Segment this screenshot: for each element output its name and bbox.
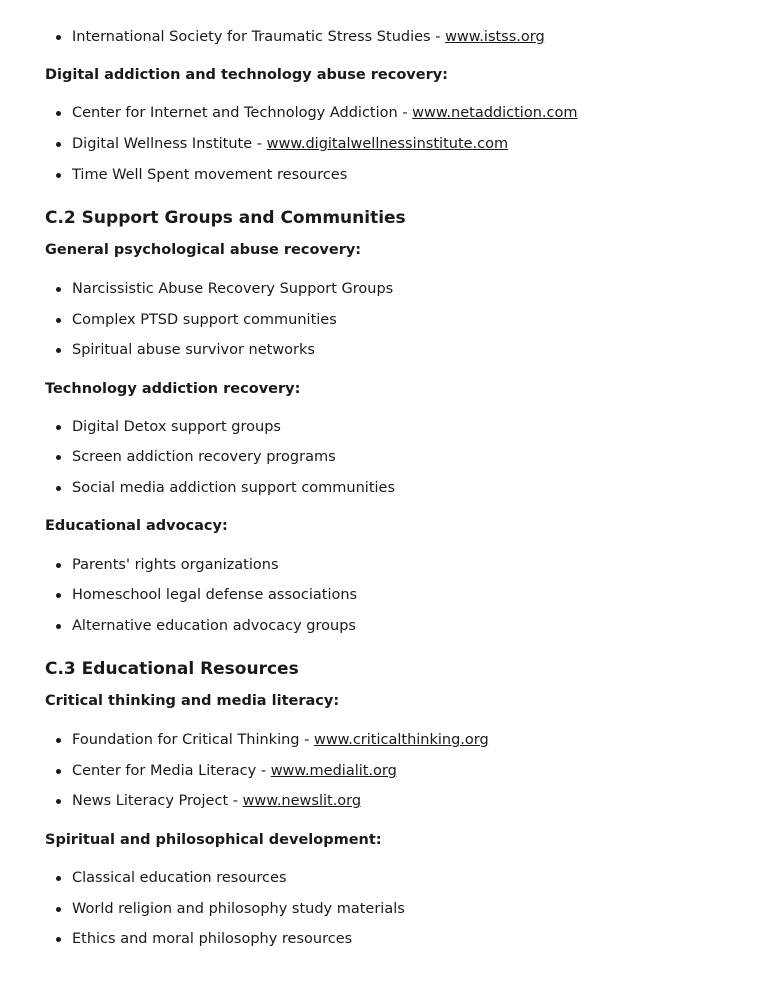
list-item [72,869,287,887]
list-item [72,448,336,466]
subsection-label: Digital addiction and technology abuse recovery: [45,67,448,83]
list-item-text: World religion and philosophy study materials [72,901,405,917]
list-item-text: Ethics and moral philosophy resources [72,931,353,947]
list-item [72,586,357,604]
resource-link[interactable]: www.digitalwellnessinstitute.com [266,136,509,152]
list-item-text: International Society for Traumatic Stress Studies - [72,29,446,45]
list-item-text: Digital Wellness Institute - [72,136,267,152]
subsection-label: Critical thinking and media literacy: [45,693,340,709]
list-item-text: Social media addiction support communities [72,480,396,496]
resource-link[interactable]: www.newslit.org [242,793,362,809]
list-item [72,135,508,153]
list-item-text: Time Well Spent movement resources [72,167,348,183]
list-item [72,930,352,948]
resource-link[interactable]: www.medialit.org [270,763,397,779]
resource-link[interactable]: www.istss.org [445,29,545,45]
list-item [72,479,395,497]
list-item-text: Complex PTSD support communities [72,312,337,328]
list-item [72,104,577,122]
list-item-text: Screen addiction recovery programs [72,449,336,465]
list-item-text: Center for Internet and Technology Addiction - [72,105,413,121]
section-heading: C.3 Educational Resources [45,659,299,679]
list-item-text: Spiritual abuse survivor networks [72,342,315,358]
list-item [72,418,281,436]
list-item [72,792,361,810]
list-item [72,900,405,918]
list-item-text: Narcissistic Abuse Recovery Support Groups [72,281,394,297]
list-item [72,341,315,359]
list-item [72,311,337,329]
list-item-text: Foundation for Critical Thinking - [72,732,314,748]
list-item [72,556,279,574]
subsection-label: Spiritual and philosophical development: [45,832,382,848]
list-item-text: Classical education resources [72,870,287,886]
resource-link[interactable]: www.criticalthinking.org [313,732,489,748]
list-item-text: Digital Detox support groups [72,419,281,435]
list-item [72,731,489,749]
list-item-text: News Literacy Project - [72,793,243,809]
subsection-label: Educational advocacy: [45,518,228,534]
list-item-text: Homeschool legal defense associations [72,587,358,603]
resource-link[interactable]: www.netaddiction.com [412,105,578,121]
subsection-label: General psychological abuse recovery: [45,242,362,258]
list-item [72,280,393,298]
list-item-text: Center for Media Literacy - [72,763,271,779]
section-heading: C.2 Support Groups and Communities [45,208,406,228]
list-item [72,762,397,780]
list-item [72,166,347,184]
list-item [72,617,356,635]
list-item [72,28,545,46]
list-item-text: Alternative education advocacy groups [72,618,356,634]
list-item-text: Parents' rights organizations [72,557,279,573]
subsection-label: Technology addiction recovery: [45,381,301,397]
